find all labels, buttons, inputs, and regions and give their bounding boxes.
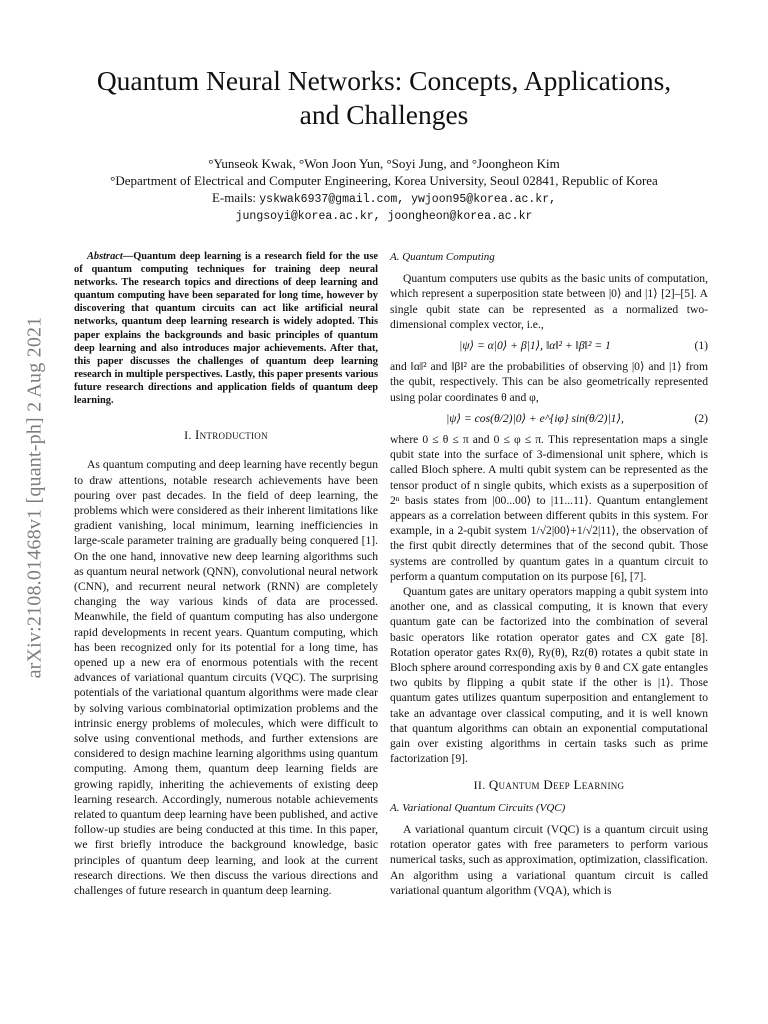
equation-1-number: (1) — [694, 339, 708, 353]
subsection-quantum-computing: A. Quantum Computing — [390, 251, 495, 263]
section-1-title: Introduction — [194, 427, 268, 443]
abstract-text: —Quantum deep learning is a research field for the use of quantum computing techniques for training deep neural networks. The research topics and directions of deep learning and quantum computing have been separated for long time, however by discovering that quantum circuits can act like artificial neural networks, quantum deep learning research is widely adopted. This paper explains the backgrounds and basic principles of quantum deep learning and also introduces major achievements. After that, this paper discusses the challenges of quantum deep learning research in multiple perspectives. Lastly, this paper presents various future research directions and application fields of quantum deep learning. — [74, 251, 378, 407]
author-names: °Yunseok Kwak, °Won Joon Yun, °Soyi Jung, and °Joongheon Kim — [208, 156, 560, 171]
emails-label: E-mails: — [211, 190, 257, 205]
title-line-2: and Challenges — [299, 99, 469, 130]
equation-1 — [390, 338, 708, 353]
emails-list-2: jungsoyi@korea.ac.kr, joongheon@korea.ac.kr — [235, 210, 533, 223]
qc-paragraph-2: and ‖α‖² and ‖β‖² are the probabilities of observing |0⟩ and |1⟩ from the qubit, respectively. This can be also geometrically represented using polar coordinates θ and φ, — [390, 360, 708, 404]
equation-2 — [390, 411, 708, 426]
author-block — [40, 155, 728, 225]
emails-line-1 — [40, 189, 728, 208]
abstract-label: Abstract — [87, 251, 123, 262]
left-column — [74, 250, 378, 898]
title-line-1: Quantum Neural Networks: Concepts, Applications, — [96, 65, 672, 96]
vqc-paragraph-1: A variational quantum circuit (VQC) is a quantum circuit using rotation operator gates with free parameters to perform various numerical tasks, such as approximation, optimization, classification. An algorithm using a variational quantum circuit is called variational quantum algorithm (VQA), which is — [390, 822, 708, 897]
arxiv-stamp — [20, 262, 50, 732]
paper-title — [40, 64, 728, 132]
section-heading-introduction — [74, 427, 378, 443]
right-column — [390, 250, 708, 898]
qc-paragraph-1: Quantum computers use qubits as the basic units of computation, which represent a superposition state between |0⟩ and |1⟩ [2]–[5]. A single qubit state can be represented as a normalized two-dimensional complex vector, i.e., — [390, 272, 708, 331]
arxiv-stamp-text: arXiv:2108.01468v1 [quant-ph] 2 Aug 2021 — [23, 316, 46, 678]
section-heading-quantum-deep-learning — [390, 777, 708, 793]
intro-paragraph: As quantum computing and deep learning have recently begun to draw attentions, notable research achievements have been pouring over past decades. In the field of deep learning, the problems which were considered as their inherent limitations like gradient vanishing, local minimum, learning inefficiencies in large-scale parameter training are gradually being conquered [1]. On the one hand, innovative new deep learning algorithms such as quantum neural network (QNN), convolutional neural network (CNN), and recurrent neural network (RNN) are completely changing the way various kinds of data are processed. Meanwhile, the field of quantum computing has also undergone rapid developments in recent years. Quantum computing, which has been recognized only for its potential for a long time, has opened up a new era of enormous potentials with the recent advances of variational quantum circuits (VQC). The surprising potentials of the variational quantum algorithms were made clear by solving various combinatorial optimization problems and the intrinsic energy problems of molecules, which were difficult to solve using conventional methods, and further extensions are considered to design machine learning algorithms using quantum computing. Among them, quantum deep learning fields are growing rapidly, inheriting the achievements of existing deep learning research. Accordingly, numerous notable achievements related to quantum deep learning have been published, and active follow-up studies are being conducted at this time. In this paper, we first briefly introduce the background knowledge, basic principles of quantum deep learning, and look at the current research directions. We then discuss the various directions and challenges of future research in quantum deep learning. — [74, 458, 378, 898]
emails-list-1: yskwak6937@gmail.com, ywjoon95@korea.ac.kr, — [259, 193, 557, 206]
equation-2-number: (2) — [694, 411, 708, 425]
abstract — [74, 250, 378, 407]
equation-2-expr: |ψ⟩ = cos(θ/2)|0⟩ + e^{iφ} sin(θ/2)|1⟩, — [446, 411, 624, 425]
equation-1-expr: |ψ⟩ = α|0⟩ + β|1⟩, ‖α‖² + ‖β‖² = 1 — [459, 339, 611, 353]
subsection-vqc: A. Variational Quantum Circuits (VQC) — [390, 801, 566, 814]
affiliation: °Department of Electrical and Computer Engineering, Korea University, Seoul 02841, Republic of Korea — [110, 173, 658, 188]
qc-paragraph-3: where 0 ≤ θ ≤ π and 0 ≤ φ ≤ π. This representation maps a single qubit state into the surface of 3-dimensional unit sphere, which is called Bloch sphere. A multi qubit system can be represented as the tensor product of n single qubits, which exists as a superposition of 2ⁿ basis states from |00...00⟩ to |11...11⟩. Quantum entanglement appears as a correlation between different qubits in this system. For example, in a 2-qubit system 1/√2|00⟩+1/√2|11⟩, the observation of the first qubit directly determines that of the second qubit. Those systems are controlled by quantum gates in a quantum circuit to perform a quantum computation on its purpose [6], [7]. — [390, 433, 708, 583]
section-1-number: I. — [184, 428, 192, 443]
section-2-number: II. — [473, 777, 486, 792]
section-2-title: Quantum Deep Learning — [488, 776, 625, 792]
qc-paragraph-4: Quantum gates are unitary operators mapping a qubit system into another one, and as classical computing, it is known that every quantum gate can be factorized into the combination of several basic operators like rotation operator gates and CX gate [8]. Rotation operator gates Rx(θ), Ry(θ), Rz(θ) rotates a qubit state in Bloch sphere around corresponding axis by θ and CX gate entangles two qubits by flipping a qubit state if the other is |1⟩. Those quantum gates utilizes quantum superposition and entanglement to take an advantage over classical computing, and it is well known that quantum algorithms can obtain an exponential computational gain over existing algorithms in certain tasks such as prime factorization [9]. — [390, 585, 708, 766]
